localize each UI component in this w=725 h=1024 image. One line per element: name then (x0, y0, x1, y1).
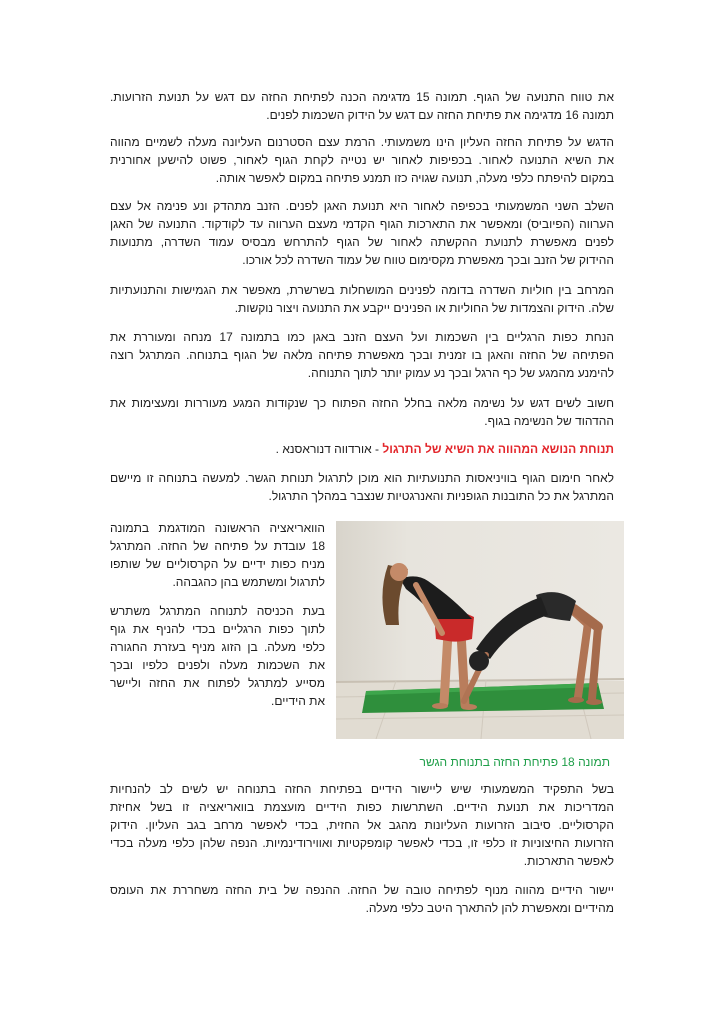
paragraph-line: השלב השני המשמעותי בכפיפה לאחור היא תנועת האגן לפנים. הזנב מתהדק ונע פנימה אל עצם (110, 199, 614, 213)
paragraph-line: הנחת כפות הרגליים בין השכמות ועל העצם הזנב באגן כמו בתמונה 17 מנחה ומעוררת את (110, 330, 614, 344)
paragraph-line: שלה. הידוק והצמדות של החוליות או הפנינים ייקבע את התנועה ויצור נוקשות. (234, 301, 614, 315)
paragraph-6 (110, 394, 614, 430)
paragraph-8 (110, 780, 614, 870)
section-heading (110, 440, 614, 458)
paragraph-line: את הידיים. (271, 694, 325, 708)
bridge-pose-photo (336, 521, 624, 739)
paragraph-7 (110, 469, 614, 505)
paragraph-line: בשל התפקיד המשמעותי שיש ליישור הידיים בפתיחת החזה בתנוחה יש לשים לב להנחיות (110, 782, 614, 796)
paragraph-line: ההידוק של הזנב ובכך מאפשרת מקסימום טווח של עמוד השדרה לכל אורכו. (242, 253, 614, 267)
paragraph-line: את טווח התנועה של הגוף. תמונה 15 מדגימה הכנה לפתיחת החזה עם דגש על תנועת הזרועות. (110, 90, 614, 104)
paragraph-line: יישור הידיים מהווה מנוף לפתיחה טובה של החזה. ההנפה של בית החזה משחררת את העומס (110, 883, 614, 897)
paragraph-4 (110, 281, 614, 317)
paragraph-line: הדגש על פתיחת החזה העליון הינו משמעותי. הרמת עצם הסטרנום העליונה מעלה לשמיים מהווה (110, 135, 614, 149)
paragraph-line: תמונה 16 מדגימה את פתיחת החזה עם דגש על הידוק השכמות לפנים. (266, 108, 614, 122)
paragraph-line: בעת הכניסה לתנוחה המתרגל משתרש (110, 604, 325, 618)
paragraph-line: מהידיים ומאפשרת להן להתארך היטב כלפי מעלה. (365, 901, 614, 915)
paragraph-line: כלפי מעלה. בן הזוג מניף בעזרת החגורה (110, 640, 325, 654)
paragraph-line: לאחר חימום הגוף בוויניאסות התנועתיות הוא מוכן לתרגול תנוחת הגשר. למעשה בתנוחה זו מיישם (110, 471, 614, 485)
paragraph-9 (110, 881, 614, 917)
paragraph-line: 18 עובדת על פתיחה של החזה. המתרגל (110, 539, 325, 553)
paragraph-line: ההדהוד של הנשימה בגוף. (484, 414, 614, 428)
side-paragraph-2 (110, 602, 325, 710)
paragraph-line: לאפשר התארכות. (523, 854, 614, 868)
paragraph-line: את השכמות מעלה ולפנים כלפיו ובכך (110, 658, 325, 672)
paragraph-line: במקום להיפתח כלפי מעלה, תנועה שגויה כזו תמנע פתיחה במקום לאפשר אותה. (215, 171, 614, 185)
paragraph-2 (110, 133, 614, 187)
paragraph-line: את השיא התנועה לאחור. בכפיפות לאחור יש נטייה לקחת הגוף לאחור, פשוט להישען אחורנית (110, 153, 614, 167)
paragraph-line: מניח כפות ידיים על הקרסוליים של שותפו (110, 557, 325, 571)
figure-caption: תמונה 18 פתיחת החזה בתנוחת הגשר (419, 755, 610, 769)
side-paragraph-1 (110, 519, 325, 591)
paragraph-line: המתרגל את כל התובנות הגופניות והאנרגטיות שנצבר במהלך התרגול. (268, 489, 614, 503)
paragraph-line: מסייע למתרגל לפתוח את החזה וליישר (110, 676, 325, 690)
paragraph-line: המרחב בין חוליות השדרה בדומה לפנינים המושחלות בשרשרת, מאפשר את הגמישות והתנועתיות (110, 283, 614, 297)
paragraph-line: הזרועות החיצוניות זו כלפי זו, בכדי לאפשר קומפקטיות ואווירודינמיות. הנפה שלהן כלפי מעלה בכדי (110, 836, 614, 850)
paragraph-line: המדריכות את תנועת הידיים. השתרשות כפות הידיים מועצמת בוואריאציה זו בשל אחיזת (110, 800, 614, 814)
paragraph-5 (110, 328, 614, 382)
paragraph-line: הערווה (הפיוביס) ומאפשר את התארכות הגוף הקדמי מעצם הערווה עד לקודקוד. התנועה של האגן (110, 217, 614, 231)
paragraph-3 (110, 197, 614, 269)
section-heading-pose-name: - אורדווה דנוראסנא . (275, 442, 383, 456)
paragraph-line: הוואריאציה הראשונה המודגמת בתמונה (110, 521, 325, 535)
paragraph-line: הקרסוליים. סיבוב הזרועות העליונות מהגב אל החזית, בכדי לאפשר מרחב בגב העליון. הידוק (110, 818, 614, 832)
paragraph-line: לתוך כפות הרגליים בכדי להניף את גוף (110, 622, 325, 636)
paragraph-line: להימנע מהמגע של כף הרגל ובכך נע עמוק יותר לתוך התנוחה. (307, 366, 614, 380)
paragraph-line: הפתיחה של החזה והאגן בו זמנית ובכך מאפשרת פתיחה מלאה של הגוף בתנוחה. המתרגל רוצה (110, 348, 614, 362)
paragraph-line: חשוב לשים דגש על נשימה מלאה בחלל החזה הפתוח כך שנקודות המגע מעוררות ומעצימות את (110, 396, 614, 410)
paragraph-line: לתרגול ומשתמש בהן כהגבהה. (172, 575, 325, 589)
paragraph-1 (110, 88, 614, 124)
paragraph-line: לפנים מאפשרת לתנועת ההקשתה לאחור של הגוף להתרחש מבסיס עמוד השדרה, מתנועות (110, 235, 614, 249)
section-heading-highlight: תנוחת הנושא המהווה את השיא של התרגול (382, 442, 614, 456)
